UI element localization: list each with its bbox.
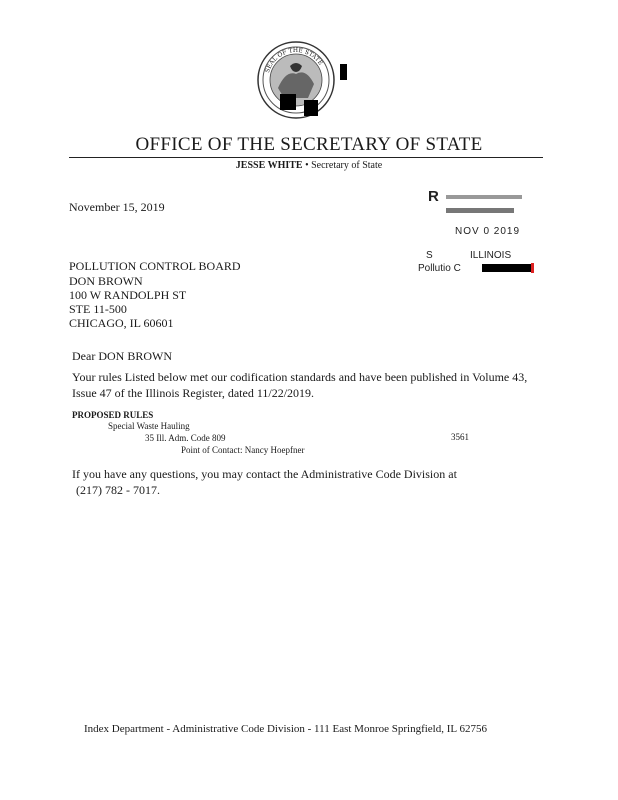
stamp-redaction-top [446,195,522,199]
rule-number: 3561 [451,432,469,442]
received-stamp-letter: R [428,188,439,205]
stamp-red-mark [531,263,534,273]
address-line: DON BROWN [69,274,143,288]
stamp-state: ILLINOIS [470,250,512,261]
stamp-redaction-board [482,264,532,272]
stamp-date: NOV 0 2019 [455,226,521,237]
secretary-line [0,160,618,171]
address-line: 100 W RANDOLPH ST [69,288,187,302]
title-divider [69,157,543,158]
address-line: STE 11-500 [69,302,127,316]
closing-line: (217) 782 - 7017. [76,483,160,497]
closing-line: If you have any questions, you may contact the Administrative Code Division at [72,467,457,481]
rule-code: 35 Ill. Adm. Code 809 [145,433,226,443]
stamp-board: Pollutio C [418,263,461,274]
state-seal [256,38,348,122]
office-title: OFFICE OF THE SECRETARY OF STATE [135,134,483,155]
rules-heading: PROPOSED RULES [72,410,154,420]
salutation: Dear DON BROWN [72,349,172,363]
seal-text: SEAL OF THE STATE [264,46,325,74]
secretary-name: JESSE WHITE [235,160,303,171]
paragraph-line: Issue 47 of the Illinois Register, dated 11/22/2019. [72,386,315,400]
secretary-separator: • [305,160,309,171]
stamp-state-prefix: S [426,250,433,261]
address-line: POLLUTION CONTROL BOARD [69,259,241,273]
stamp-redaction-mid [446,208,514,213]
footer-address: Index Department - Administrative Code Division - 111 East Monroe Springfield, IL 62756 [84,723,487,735]
letter-date: November 15, 2019 [69,200,165,214]
secretary-role: Secretary of State [311,160,383,171]
address-line: CHICAGO, IL 60601 [69,316,174,330]
rule-contact: Point of Contact: Nancy Hoepfner [181,445,305,455]
rule-title: Special Waste Hauling [108,421,190,431]
paragraph-line: Your rules Listed below met our codification standards and have been published in Volume 43, [72,370,528,384]
